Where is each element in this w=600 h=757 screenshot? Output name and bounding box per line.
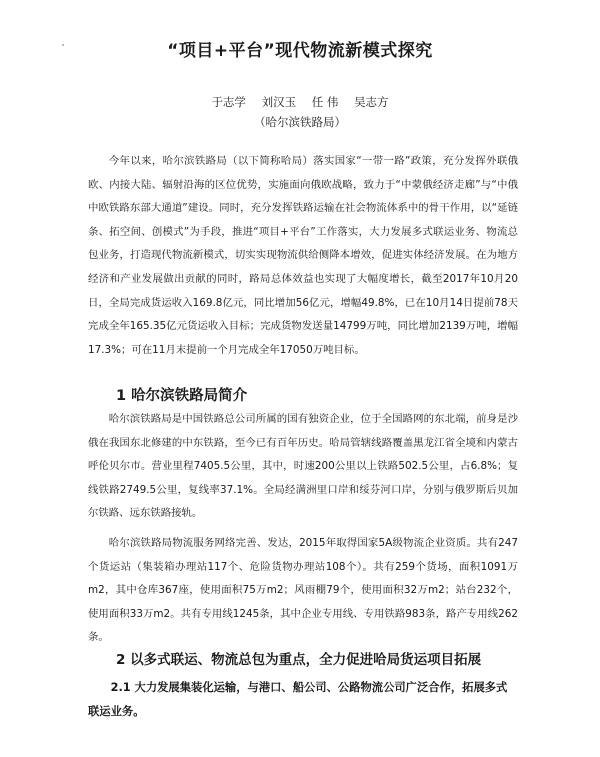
author-name: 于志学 (211, 95, 246, 109)
author-name: 刘汉玉 (261, 95, 297, 109)
article-title: “项目+平台”现代物流新模式探究 (167, 41, 433, 61)
section-1-body (88, 408, 518, 650)
section-1-paragraph-2: 哈尔滨铁路局物流服务网络完善、发达，2015年取得国家5A级物流企业资质。共有247个货运站（集装箱办理站117个、危险货物办理站108个）。共有259个货场，面积1091万m2，其中仓库367座，使用面积75万m2；风雨棚79个，使用面积32万m2；站台232个，使用面积33万m2。共有专用线1245条，其中企业专用线、专用铁路983条，路产专用线262条。 (88, 536, 518, 644)
intro-paragraph: 今年以来，哈尔滨铁路局（以下简称哈局）落实国家“一带一路”政策，充分发挥外联俄欧、内接大陆、辐射沿海的区位优势，实施面向俄欧战略，致力于“中蒙俄经济走廊”与“中俄中欧铁路东部大通道”建设。同时，充分发挥铁路运输在社会物流体系中的骨干作用，以“延链条、拓空间、创模式”为手段，推进“项目+平台”工作落实，大力发展多式联运业务、物流总包业务，打造现代物流新模式，切实实现物流供给侧降本增效，促进实体经济发展。在为地方经济和产业发展做出贡献的同时，路局总体效益也实现了大幅度增长，截至2017年10月20日，全局完成货运收入169.8亿元，同比增加56亿元，增幅49.8%，已在10月14日提前78天完成全年165.35亿元货运收入目标；完成货物发送量14799万吨，同比增加2139万吨，增幅17.3%；可在11月末提前一个月完成全年17050万吨目标。 (88, 155, 518, 356)
section-2-1-heading: 2.1 大力发展集装化运输，与港口、船公司、公路物流公司广泛合作，拓展多式联运业务。 (88, 681, 508, 718)
section-2-heading: 2 以多式联运、物流总包为重点，全力促进哈局货运项目拓展 (116, 652, 482, 668)
affiliation: （哈尔滨铁路局） (254, 115, 346, 129)
author-name: 吴志方 (354, 95, 389, 109)
author-list (0, 94, 600, 110)
section-1-paragraph-1: 哈尔滨铁路局是中国铁路总公司所属的国有独资企业，位于全国路网的东北端，前身是沙俄在我国东北修建的中东铁路，至今已有百年历史。哈局管辖线路覆盖黑龙江省全境和内蒙古呼伦贝尔市。营业里程7405.5公里，其中，时速200公里以上铁路502.5公里，占6.8%；复线铁路2749.5公里，复线率37.1%。全局经满洲里口岸和绥芬河口岸，分别与俄罗斯后贝加尔铁路、远东铁路接轨。 (88, 413, 518, 520)
section-1-heading: 1 哈尔滨铁路局简介 (116, 388, 248, 404)
intro-section (88, 150, 518, 362)
author-name: 任 伟 (311, 95, 339, 109)
